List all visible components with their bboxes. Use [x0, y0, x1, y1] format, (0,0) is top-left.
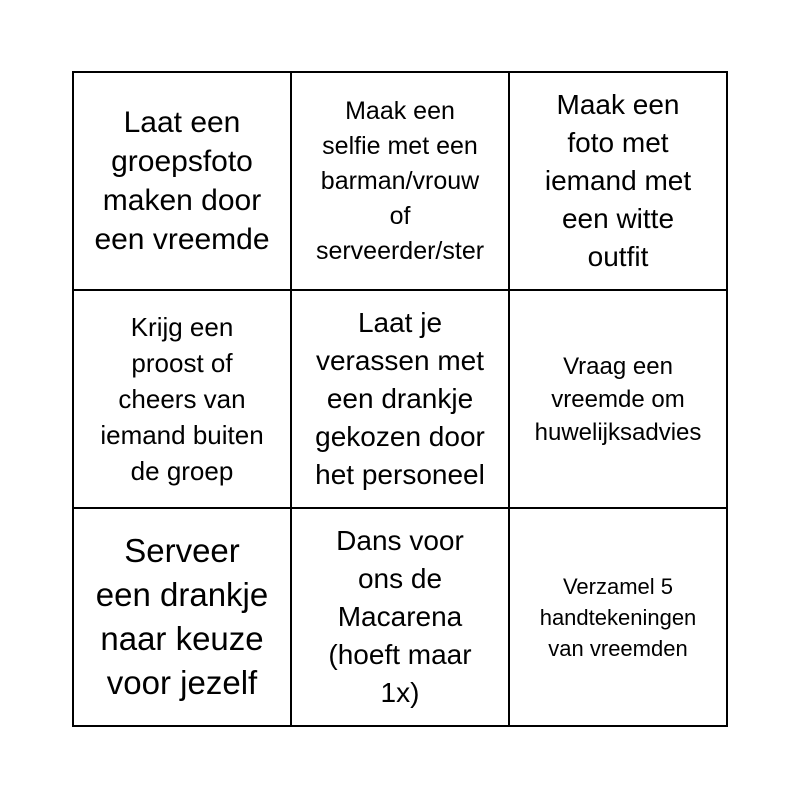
bingo-cell-text: Laat je verassen met een drankje gekozen door het personeel [315, 307, 485, 490]
bingo-cell-4[interactable] [74, 291, 292, 509]
bingo-cell-3[interactable] [510, 73, 728, 291]
bingo-cell-text: Krijg een proost of cheers van iemand buiten de groep [100, 312, 264, 486]
bingo-cell-text: Laat een groepsfoto maken door een vreemde [94, 106, 270, 256]
bingo-cell-2[interactable] [292, 73, 510, 291]
bingo-cell-1[interactable] [74, 73, 292, 291]
bingo-cell-7[interactable] [74, 509, 292, 727]
bingo-cell-text: Dans voor ons de Macarena (hoeft maar 1x) [328, 525, 472, 708]
bingo-cell-text: Maak een foto met iemand met een witte outfit [544, 89, 692, 272]
bingo-cell-9[interactable] [510, 509, 728, 727]
bingo-cell-8[interactable] [292, 509, 510, 727]
bingo-board [72, 71, 728, 727]
bingo-cell-text: Verzamel 5 handtekeningen van vreemden [539, 573, 697, 661]
bingo-cell-text: Maak een selfie met een barman/vrouw of serveerder/ster [315, 96, 485, 265]
bingo-cell-6[interactable] [510, 291, 728, 509]
bingo-cell-text: Serveer een drankje naar keuze voor jezelf [95, 532, 269, 701]
bingo-cell-5[interactable] [292, 291, 510, 509]
bingo-cell-text: Vraag een vreemde om huwelijksadvies [534, 352, 702, 446]
